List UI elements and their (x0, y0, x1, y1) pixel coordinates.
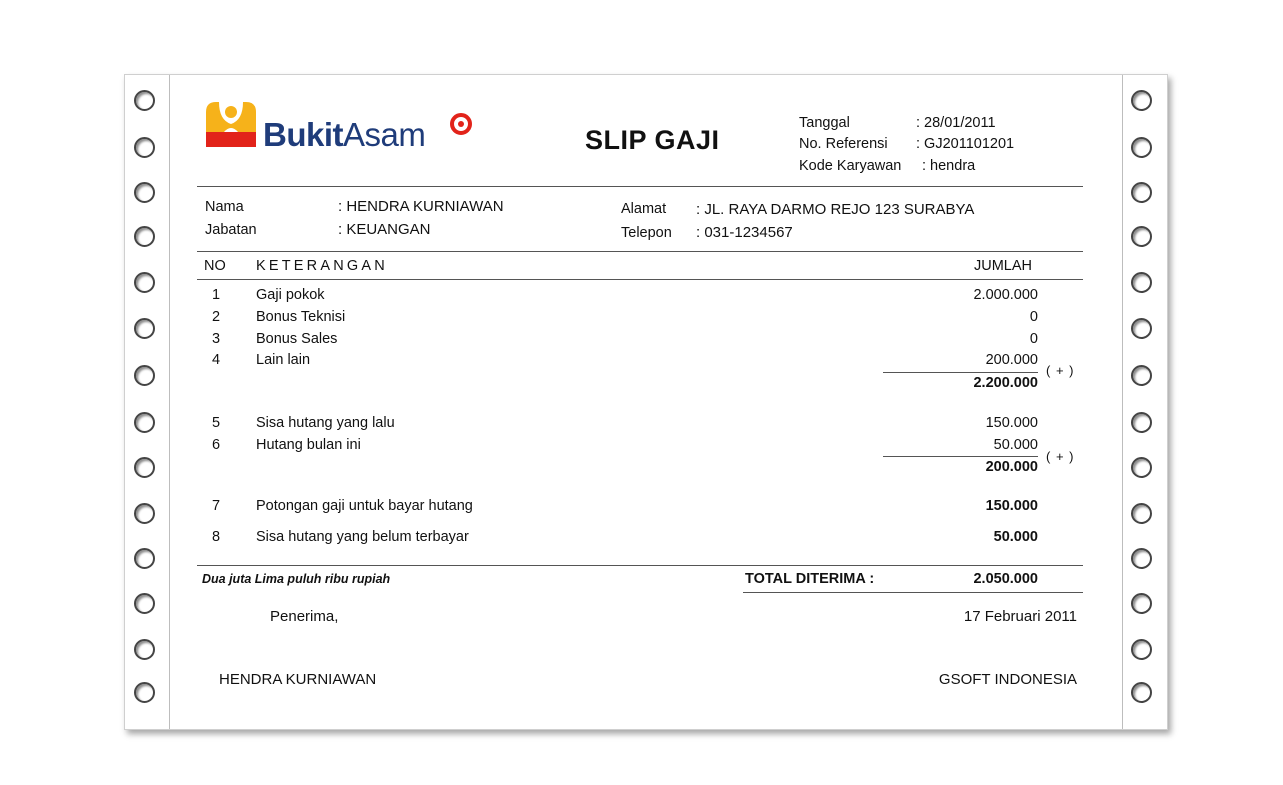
debt-subtotal: 200.000 (985, 459, 1038, 475)
jabatan-label: Jabatan (205, 222, 257, 238)
perforation-hole (134, 226, 155, 247)
perforation-hole (134, 272, 155, 293)
row-desc: Lain lain (256, 352, 311, 368)
perforation-hole (134, 457, 155, 478)
perforation-hole (134, 682, 155, 703)
row-no: 5 (212, 415, 221, 431)
sign-date: 17 Februari 2011 (963, 608, 1077, 625)
sum-line (883, 372, 1038, 373)
row-desc: Bonus Teknisi (256, 309, 346, 325)
perforation-hole (134, 137, 155, 158)
row-no: 4 (212, 352, 221, 368)
row-amount: 2.000.000 (973, 287, 1038, 303)
kode-label: Kode Karyawan (799, 158, 902, 174)
perforation-hole (1131, 548, 1152, 569)
income-subtotal: 2.200.000 (973, 375, 1038, 391)
right-tractor-strip (1122, 75, 1167, 729)
row-amount: 50.000 (993, 437, 1038, 453)
row-desc: Sisa hutang yang lalu (256, 415, 395, 431)
total-underline (743, 592, 1083, 593)
perforation-hole (134, 90, 155, 111)
row-amount: 50.000 (993, 529, 1038, 545)
divider (197, 279, 1083, 280)
perforation-hole (134, 412, 155, 433)
perforation-hole (1131, 226, 1152, 247)
column-header-keterangan: KETERANGAN (256, 258, 388, 274)
company-signatory: GSOFT INDONESIA (938, 671, 1077, 688)
tanggal-label: Tanggal (799, 115, 850, 131)
row-amount: 0 (1029, 309, 1038, 325)
nama-value: : HENDRA KURNIAWAN (338, 198, 504, 215)
divider (197, 251, 1083, 252)
perforation-hole (134, 365, 155, 386)
row-no: 3 (212, 331, 221, 347)
row-no: 1 (212, 287, 221, 303)
row-amount: 150.000 (985, 498, 1038, 514)
total-value: 2.050.000 (973, 571, 1038, 587)
jabatan-value: : KEUANGAN (338, 221, 431, 238)
penerima-label: Penerima, (270, 608, 339, 625)
company-swirl-icon (449, 112, 473, 136)
perforation-hole (1131, 137, 1152, 158)
perforation-hole (134, 318, 155, 339)
column-header-jumlah: JUMLAH (974, 258, 1033, 274)
perforation-hole (134, 182, 155, 203)
kode-value: : hendra (922, 158, 976, 174)
row-desc: Sisa hutang yang belum terbayar (256, 529, 469, 545)
perforation-hole (1131, 412, 1152, 433)
perforation-hole (1131, 90, 1152, 111)
perforation-hole (134, 548, 155, 569)
row-no: 2 (212, 309, 221, 325)
perforation-hole (134, 639, 155, 660)
row-amount: 150.000 (985, 415, 1038, 431)
perforation-hole (134, 503, 155, 524)
plus-mark: ( + ) (1046, 449, 1075, 464)
plus-mark: ( + ) (1046, 363, 1075, 378)
perforation-hole (1131, 682, 1152, 703)
ref-label: No. Referensi (799, 136, 888, 152)
ref-value: : GJ201101201 (916, 136, 1015, 152)
telepon-value: : 031-1234567 (696, 224, 793, 241)
perforation-hole (1131, 318, 1152, 339)
company-wordmark (263, 116, 425, 154)
divider (197, 565, 1083, 566)
tanggal-value: : 28/01/2011 (916, 115, 996, 131)
page-title: SLIP GAJI (585, 125, 720, 155)
total-label: TOTAL DITERIMA : (745, 571, 875, 587)
row-amount: 0 (1029, 331, 1038, 347)
nama-label: Nama (205, 199, 244, 215)
row-desc: Bonus Sales (256, 331, 338, 347)
perforation-hole (1131, 182, 1152, 203)
row-desc: Gaji pokok (256, 287, 325, 303)
penerima-name: HENDRA KURNIAWAN (219, 671, 377, 688)
bukit-asam-logo-icon (206, 102, 258, 150)
row-desc: Hutang bulan ini (256, 437, 361, 453)
row-no: 8 (212, 529, 221, 545)
perforation-hole (1131, 365, 1152, 386)
perforation-hole (1131, 272, 1152, 293)
company-name-bold: Bukit (263, 116, 343, 153)
sum-line (883, 456, 1038, 457)
row-amount: 200.000 (985, 352, 1038, 368)
row-no: 6 (212, 437, 221, 453)
column-header-no: NO (204, 258, 226, 274)
telepon-label: Telepon (621, 225, 672, 241)
row-desc: Potongan gaji untuk bayar hutang (256, 498, 473, 514)
perforation-hole (1131, 593, 1152, 614)
left-tractor-strip (125, 75, 170, 729)
alamat-value: : JL. RAYA DARMO REJO 123 SURABYA (696, 201, 975, 218)
pay-slip-sheet (124, 74, 1168, 730)
alamat-label: Alamat (621, 201, 667, 217)
perforation-hole (134, 593, 155, 614)
divider (197, 186, 1083, 187)
terbilang-text: Dua juta Lima puluh ribu rupiah (202, 572, 391, 586)
company-name-regular: Asam (343, 116, 426, 153)
row-no: 7 (212, 498, 221, 514)
perforation-hole (1131, 457, 1152, 478)
perforation-hole (1131, 503, 1152, 524)
perforation-hole (1131, 639, 1152, 660)
